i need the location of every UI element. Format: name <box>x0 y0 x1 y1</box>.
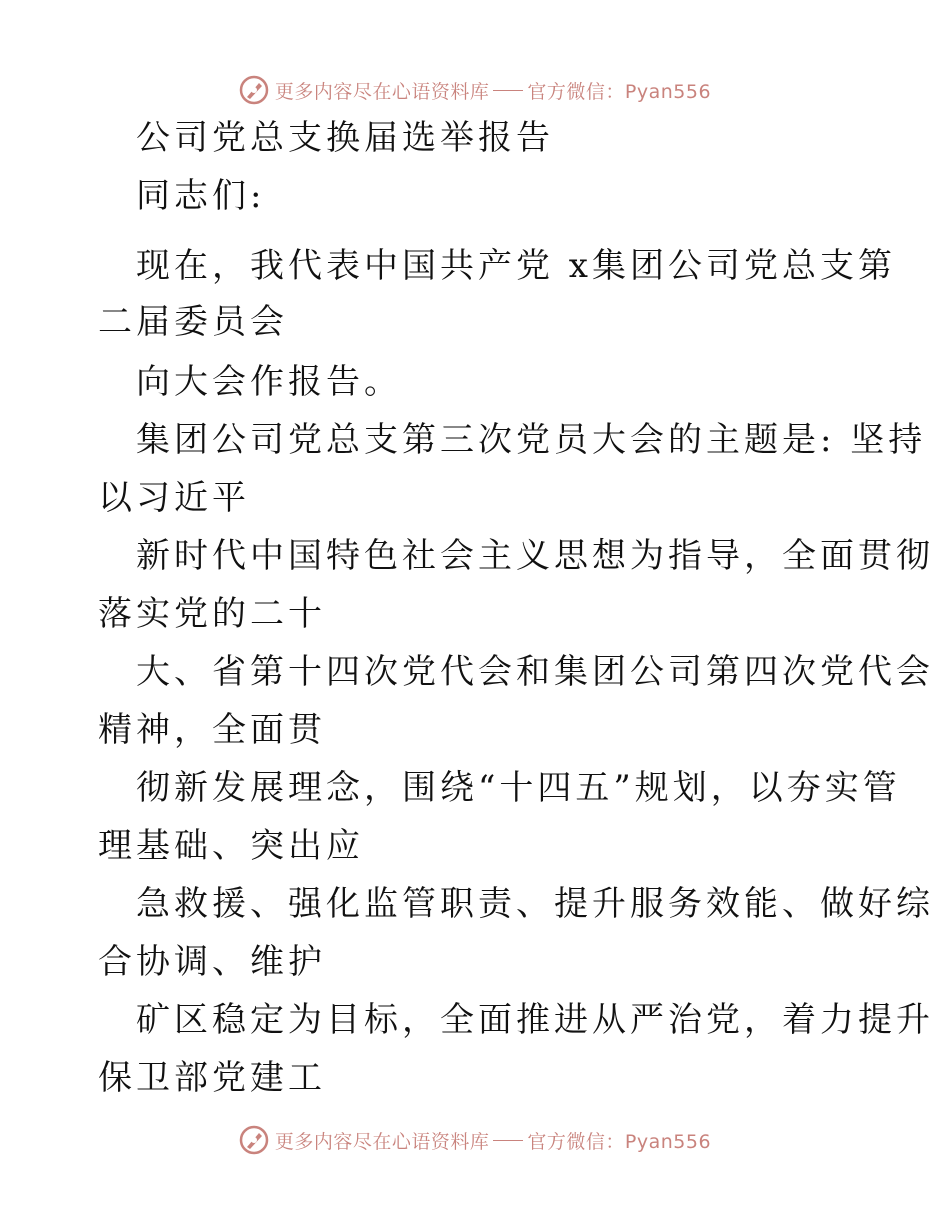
paragraph-line: 理基础、突出应 <box>98 826 364 866</box>
paragraph-line: 合协调、维护 <box>98 942 326 982</box>
paragraph-line: 彻新发展理念，围绕“十四五”规划，以夯实管 <box>136 768 901 808</box>
paragraph-line: 同志们: <box>136 176 266 216</box>
watermark-separator <box>493 1140 523 1141</box>
paragraph-line: 以习近平 <box>98 478 250 518</box>
document-title: 公司党总支换届选举报告 <box>136 118 554 158</box>
watermark-main-text: 更多内容尽在心语资料库 <box>274 80 490 103</box>
paragraph-line: 精神，全面贯 <box>98 710 326 750</box>
paragraph-line: 矿区稳定为目标，全面推进从严治党，着力提升 <box>136 1000 934 1040</box>
paragraph-line: 集团公司党总支第三次党员大会的主题是: 坚持 <box>136 420 927 460</box>
watermark-separator <box>493 90 523 91</box>
header-watermark <box>0 72 950 108</box>
footer-watermark <box>0 1122 950 1158</box>
paragraph-line: 新时代中国特色社会主义思想为指导，全面贯彻 <box>136 536 934 576</box>
paragraph-line: 大、省第十四次党代会和集团公司第四次党代会 <box>136 652 934 692</box>
paragraph-line: 落实党的二十 <box>98 594 326 634</box>
paragraph-line: 保卫部党建工 <box>98 1058 326 1098</box>
paragraph-line: 现在，我代表中国共产党 x集团公司党总支第 <box>136 246 896 286</box>
paragraph-line: 向大会作报告。 <box>136 362 402 402</box>
watermark-sub-text: 官方微信：Pyan556 <box>527 80 712 103</box>
watermark-main-text: 更多内容尽在心语资料库 <box>274 1130 490 1153</box>
pen-logo-icon <box>239 1125 269 1155</box>
paragraph-line: 急救援、强化监管职责、提升服务效能、做好综 <box>136 884 934 924</box>
pen-logo-icon <box>239 75 269 105</box>
paragraph-line: 二届委员会 <box>98 302 288 342</box>
watermark-sub-text: 官方微信：Pyan556 <box>527 1130 712 1153</box>
